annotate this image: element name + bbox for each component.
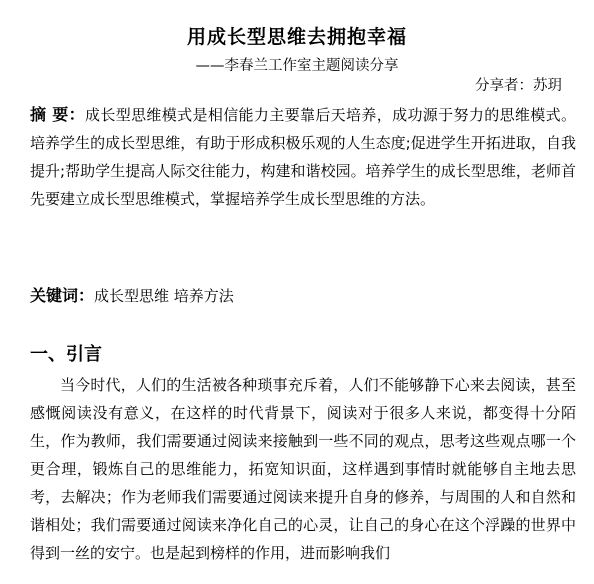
document-subtitle: ——李春兰工作室主题阅读分享 (195, 58, 399, 74)
abstract-text: 成长型思维模式是相信能力主要靠后天培养，成功源于努力的思维模式。培养学生的成长型思维，有助于形成积极乐观的人生态度;促进学生开拓进取，自我提升;帮助学生提高人际交往能力，构建和谐校园。培养学生的成长型思维，老师首先要建立成长型思维模式，掌握培养学生成长型思维的方法。 (30, 106, 576, 208)
author-line: 分享者：苏玥 (475, 78, 562, 94)
section-body-paragraph: 当今时代，人们的生活被各种琐事充斥着，人们不能够静下心来去阅读，甚至感慨阅读没有意义，在这样的时代背景下，阅读对于很多人来说，都变得十分陌生，作为教师，我们需要通过阅读来接触到一些不同的观点，思考这些观点哪一个更合理，锻炼自己的思维能力，拓宽知识面，这样遇到事情时就能够自主地去思考，去解决；作为老师我们需要通过阅读来提升自身的修养，与周围的人和自然和谐相处；我们需要通过阅读来净化自己的心灵，让自己的身心在这个浮躁的世界中得到一丝的安宁。也是起到榜样的作用，进而影响我们 (30, 376, 576, 562)
abstract-paragraph (30, 101, 576, 213)
section-heading: 一、引言 (30, 344, 102, 365)
abstract-label: 摘 要： (30, 105, 85, 124)
keywords-text: 成长型思维 培养方法 (94, 287, 234, 305)
document-title: 用成长型思维去拥抱幸福 (186, 26, 407, 48)
keywords-paragraph (30, 282, 576, 310)
keywords-label: 关键词： (30, 286, 95, 305)
